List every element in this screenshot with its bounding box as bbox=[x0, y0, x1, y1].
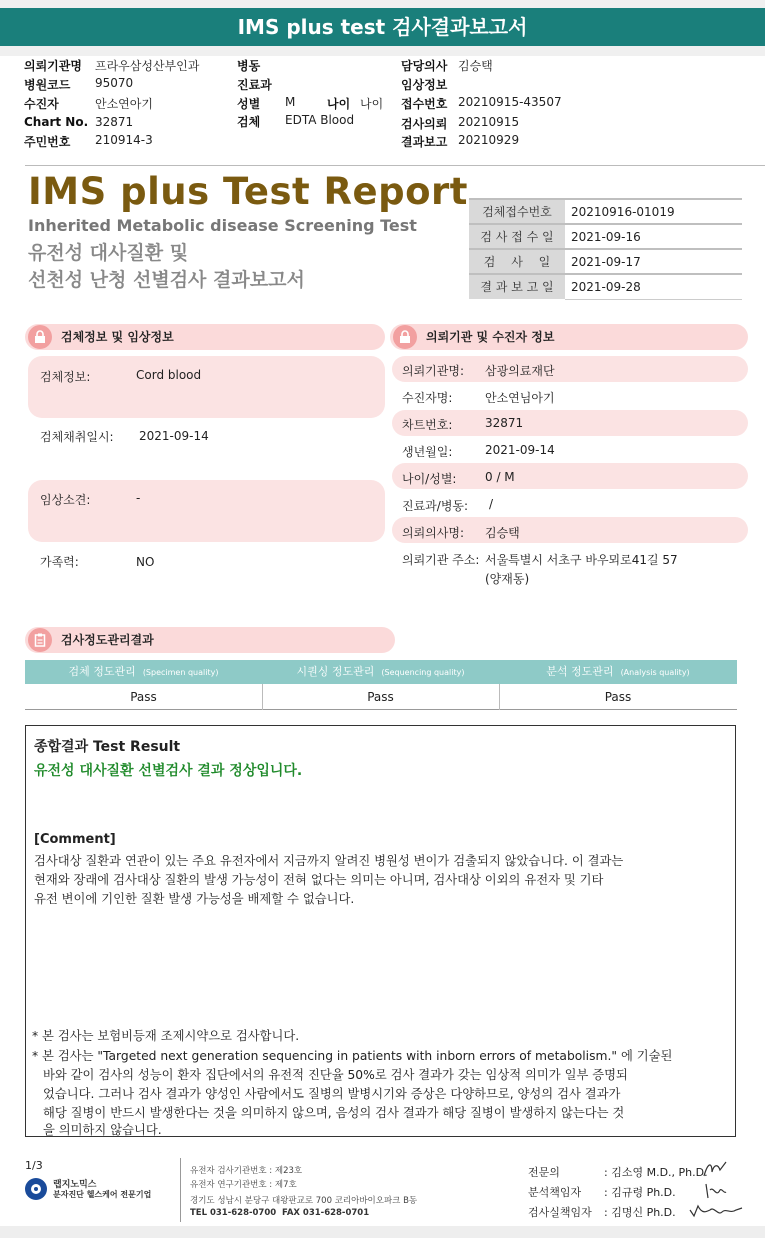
header-v-3-1: 김승택 bbox=[458, 59, 493, 73]
header-k-2-2: 진료과 bbox=[237, 78, 272, 92]
doctor-value: 김승택 bbox=[485, 526, 520, 540]
header-k-3-1: 담당의사 bbox=[401, 59, 448, 73]
qc-specimen-value: Pass bbox=[130, 690, 157, 704]
header-k-2-4: 검체 bbox=[237, 115, 261, 129]
company-logo-icon bbox=[25, 1178, 47, 1200]
header-k-2-1: 병동 bbox=[237, 59, 261, 73]
qc-header-sequencing-ko: 시퀀싱 정도관리 bbox=[296, 665, 375, 678]
header-k-3-2: 임상정보 bbox=[401, 78, 448, 92]
comment-line-3: 유전 변이에 기인한 질환 발생 가능성을 배제할 수 없습니다. bbox=[34, 892, 355, 906]
bottom-strip bbox=[0, 1226, 765, 1238]
specimen-section-header bbox=[25, 324, 385, 350]
org-line-3: 경기도 성남시 분당구 대왕판교로 700 코리아바이오파크 B동 bbox=[190, 1196, 418, 1206]
table-row bbox=[469, 274, 742, 299]
table-row bbox=[469, 199, 742, 224]
info-value: 2021-09-17 bbox=[565, 249, 742, 274]
doctor-label: 의뢰의사명: bbox=[402, 526, 465, 540]
note-line-6: 을 의미하지 않습니다. bbox=[43, 1123, 162, 1137]
specimen-section-title: 검체정보 및 임상정보 bbox=[61, 330, 174, 344]
header-v-3-4: 20210915 bbox=[458, 115, 520, 129]
qc-section-header bbox=[25, 627, 395, 653]
header-k-3-4: 검사의뢰 bbox=[401, 117, 448, 131]
header-info bbox=[0, 55, 765, 165]
report-banner-title: IMS plus test 검사결과보고서 bbox=[0, 8, 765, 46]
info-key: 검체접수번호 bbox=[469, 199, 565, 224]
lock-icon bbox=[393, 325, 417, 349]
qc-table-row bbox=[25, 684, 737, 710]
qc-header-sequencing bbox=[262, 660, 499, 684]
signer-role-2: 분석책임자 bbox=[528, 1186, 582, 1199]
table-row bbox=[469, 224, 742, 249]
page-number: 1/3 bbox=[25, 1159, 43, 1172]
table-row bbox=[469, 249, 742, 274]
signer-name-2: : 김규령 Ph.D. bbox=[604, 1186, 676, 1199]
header-k-2-3: 성별 bbox=[237, 97, 261, 111]
header-v-age: 나이 bbox=[360, 97, 384, 111]
report-subtitle-en: Inherited Metabolic disease Screening Test bbox=[28, 216, 417, 235]
comment-heading: [Comment] bbox=[34, 832, 116, 847]
specimen-label: 검체정보: bbox=[40, 370, 91, 384]
qc-header-analysis bbox=[499, 660, 737, 684]
qc-header-specimen-en: (Specimen quality) bbox=[142, 668, 219, 677]
address-label: 의뢰기관 주소: bbox=[402, 553, 480, 567]
specimen-value: Cord blood bbox=[136, 368, 202, 382]
patient-section-title: 의뢰기관 및 수진자 정보 bbox=[426, 330, 555, 344]
info-key: 결 과 보 고 일 bbox=[469, 274, 565, 299]
birthdate-value: 2021-09-14 bbox=[485, 443, 555, 457]
result-summary: 유전성 대사질환 선별검사 결과 정상입니다. bbox=[34, 763, 303, 779]
info-key: 검 사 접 수 일 bbox=[469, 224, 565, 249]
report-title: IMS plus Test Report bbox=[28, 170, 468, 213]
signature-2 bbox=[700, 1180, 730, 1202]
qc-sequencing-value: Pass bbox=[367, 690, 394, 704]
signer-role-1: 전문의 bbox=[528, 1166, 560, 1179]
patient-section-header bbox=[390, 324, 748, 350]
signature-1 bbox=[700, 1158, 730, 1182]
clipboard-icon bbox=[28, 628, 52, 652]
clinical-finding-value: - bbox=[136, 491, 141, 505]
address-value: 서울특별시 서초구 바우뫼로41길 57 bbox=[485, 553, 678, 567]
qc-header-analysis-ko: 분석 정도관리 bbox=[546, 665, 614, 678]
clinical-finding-label: 임상소견: bbox=[40, 493, 91, 507]
header-v-2-4: EDTA Blood bbox=[285, 113, 355, 127]
qc-header-specimen-ko: 검체 정도관리 bbox=[68, 665, 136, 678]
test-result-box bbox=[25, 725, 736, 1137]
specimen-row-bg-1 bbox=[28, 356, 385, 418]
department-label: 진료과/병동: bbox=[402, 499, 469, 513]
footer-divider bbox=[180, 1158, 181, 1222]
info-value: 2021-09-28 bbox=[565, 274, 742, 299]
header-k-age: 나이 bbox=[327, 97, 351, 111]
department-value: / bbox=[489, 497, 494, 511]
patient-name-label: 수진자명: bbox=[402, 391, 453, 405]
note-line-5: 해당 질병이 반드시 발생한다는 것을 의미하지 않으며, 음성의 검사 결과가 해당 질병이 발생하지 않는다는 것 bbox=[43, 1106, 625, 1120]
note-line-4: 었습니다. 그러나 검사 결과가 양성인 사람에서도 질병의 발병시기와 증상은 다양하므로, 양성의 검사 결과가 bbox=[43, 1087, 621, 1101]
age-sex-value: 0 / M bbox=[485, 470, 515, 484]
chart-no-value: 32871 bbox=[485, 416, 524, 430]
org-line-2: 유전자 연구기관번호 : 제7호 bbox=[190, 1180, 297, 1190]
collection-date-label: 검체채취일시: bbox=[40, 430, 114, 444]
header-k-1-4: Chart No. bbox=[24, 115, 89, 129]
family-history-label: 가족력: bbox=[40, 555, 79, 569]
lock-icon bbox=[28, 325, 52, 349]
family-history-value: NO bbox=[136, 555, 155, 569]
address-value-2: (양재동) bbox=[485, 572, 530, 586]
signature-3 bbox=[686, 1200, 746, 1222]
header-v-1-4: 32871 bbox=[95, 115, 134, 129]
signer-name-3: : 김명신 Ph.D. bbox=[604, 1206, 676, 1219]
top-banner-area bbox=[0, 0, 765, 56]
institution-value: 삼광의료재단 bbox=[485, 364, 555, 378]
comment-line-1: 검사대상 질환과 연관이 있는 주요 유전자에서 지금까지 알려진 병원성 변이가 검출되지 않았습니다. 이 결과는 bbox=[34, 854, 624, 868]
note-line-2: * 본 검사는 "Targeted next generation sequencing in patients with inborn errors of metabolism." 에 기술된 bbox=[32, 1049, 673, 1063]
qc-analysis-value: Pass bbox=[604, 690, 632, 704]
header-k-1-2: 병원코드 bbox=[24, 78, 71, 92]
header-v-1-3: 안소연아기 bbox=[95, 97, 153, 111]
report-subtitle-ko-1: 유전성 대사질환 및 bbox=[28, 242, 189, 264]
age-sex-label: 나이/성별: bbox=[402, 472, 457, 486]
header-k-1-1: 의뢰기관명 bbox=[24, 59, 82, 73]
header-v-3-5: 20210929 bbox=[458, 133, 520, 147]
signer-name-1: : 김소영 M.D., Ph.D. bbox=[604, 1166, 708, 1179]
qc-header-analysis-en: (Analysis quality) bbox=[620, 668, 690, 677]
qc-header-specimen bbox=[25, 660, 262, 684]
result-heading: 종합결과 Test Result bbox=[34, 739, 181, 755]
fax: FAX 031-628-0701 bbox=[282, 1208, 370, 1218]
note-line-3: 바와 같이 검사의 성능이 환자 집단에서의 유전적 진단율 50%로 검사 결과가 갖는 임상적 의미가 일부 증명되 bbox=[43, 1068, 628, 1082]
note-line-1: * 본 검사는 보험비등재 조제시약으로 검사합니다. bbox=[32, 1029, 300, 1043]
chart-no-label: 차트번호: bbox=[402, 418, 453, 432]
institution-label: 의뢰기관명: bbox=[402, 364, 465, 378]
signer-role-3: 검사실책임자 bbox=[528, 1206, 592, 1219]
qc-header-sequencing-en: (Sequencing quality) bbox=[381, 668, 465, 677]
info-value: 20210916-01019 bbox=[565, 199, 742, 224]
receipt-info-table bbox=[469, 198, 742, 300]
header-v-1-2: 95070 bbox=[95, 76, 134, 90]
header-v-2-3: M bbox=[285, 95, 296, 109]
patient-name-value: 안소연님아기 bbox=[485, 391, 555, 405]
birthdate-label: 생년월일: bbox=[402, 445, 453, 459]
header-v-1-1: 프라우삼성산부인과 bbox=[95, 59, 200, 73]
qc-table-header bbox=[25, 660, 737, 684]
header-k-3-3: 접수번호 bbox=[401, 97, 448, 111]
header-k-3-5: 결과보고 bbox=[401, 135, 448, 149]
header-k-1-5: 주민번호 bbox=[24, 135, 71, 149]
report-subtitle-ko-2: 선천성 난청 선별검사 결과보고서 bbox=[28, 269, 305, 291]
company-name: 랩지노믹스 bbox=[53, 1180, 97, 1190]
header-v-3-3: 20210915-43507 bbox=[458, 95, 562, 109]
footer bbox=[0, 1150, 765, 1238]
collection-date-value: 2021-09-14 bbox=[139, 429, 209, 443]
tel: TEL 031-628-0700 bbox=[190, 1208, 277, 1218]
header-divider bbox=[25, 165, 765, 166]
info-value: 2021-09-16 bbox=[565, 224, 742, 249]
header-k-1-3: 수진자 bbox=[24, 97, 59, 111]
comment-line-2: 현재와 장래에 검사대상 질환의 발생 가능성이 전혀 없다는 의미는 아니며, 검사대상 이외의 유전자 및 기타 bbox=[34, 873, 604, 887]
org-line-1: 유전자 검사기관번호 : 제23호 bbox=[190, 1166, 303, 1176]
header-v-1-5: 210914-3 bbox=[95, 133, 153, 147]
qc-section-title: 검사정도관리결과 bbox=[61, 633, 154, 647]
specimen-row-bg-3 bbox=[28, 480, 385, 542]
info-key: 검 사 일 bbox=[469, 249, 565, 274]
company-tagline: 분자진단 헬스케어 전문기업 bbox=[53, 1190, 152, 1199]
